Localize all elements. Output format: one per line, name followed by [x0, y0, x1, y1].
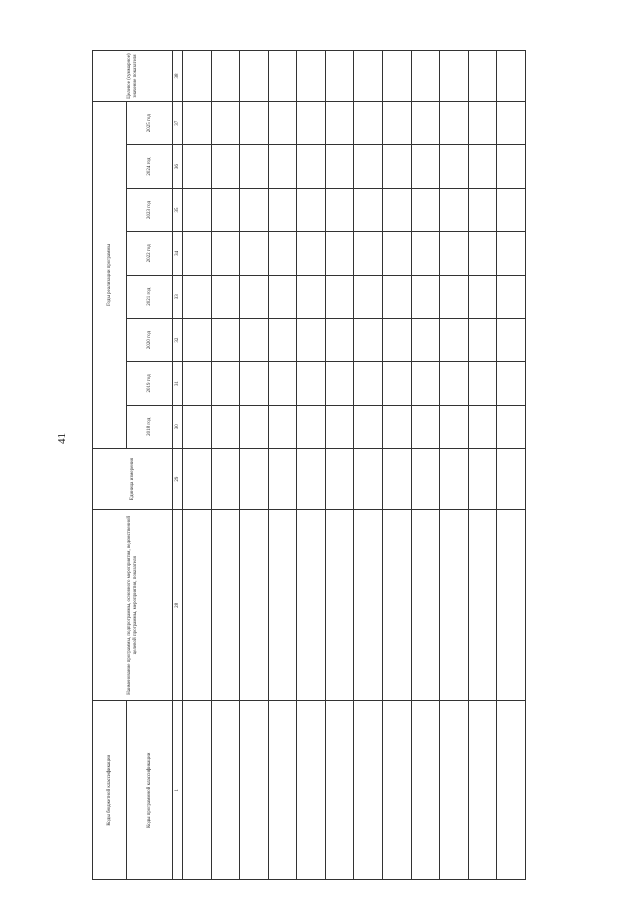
- value-cell: [268, 275, 297, 318]
- code-cell: [497, 701, 526, 880]
- value-cell: [411, 102, 440, 145]
- value-cell: [297, 145, 326, 188]
- value-cell: [240, 275, 269, 318]
- value-cell: [468, 51, 497, 102]
- column-number: 35: [173, 188, 183, 231]
- value-cell: [268, 102, 297, 145]
- final-value-header: Целевое (суммарное) значение показателя: [93, 51, 173, 102]
- value-cell: [440, 232, 469, 275]
- value-cell: [497, 51, 526, 102]
- value-cell: [497, 145, 526, 188]
- unit-cell: [325, 448, 354, 509]
- value-cell: [411, 188, 440, 231]
- code-cell: [183, 701, 212, 880]
- name-cell: [297, 510, 326, 701]
- value-cell: [240, 362, 269, 405]
- value-cell: [211, 275, 240, 318]
- value-cell: [383, 405, 412, 448]
- name-cell: [383, 510, 412, 701]
- years-header: Годы реализации программы: [93, 102, 127, 449]
- value-cell: [297, 102, 326, 145]
- value-cell: [440, 102, 469, 145]
- value-cell: [325, 405, 354, 448]
- value-cell: [440, 362, 469, 405]
- value-cell: [354, 188, 383, 231]
- column-number: 33: [173, 275, 183, 318]
- year-header: 2021 год: [127, 275, 173, 318]
- value-cell: [354, 405, 383, 448]
- unit-cell: [211, 448, 240, 509]
- value-cell: [325, 51, 354, 102]
- value-cell: [411, 145, 440, 188]
- value-cell: [183, 145, 212, 188]
- value-cell: [268, 362, 297, 405]
- value-cell: [411, 275, 440, 318]
- value-cell: [183, 318, 212, 361]
- value-cell: [440, 51, 469, 102]
- value-cell: [325, 188, 354, 231]
- value-cell: [297, 362, 326, 405]
- unit-cell: [240, 448, 269, 509]
- column-number: 36: [173, 145, 183, 188]
- year-header: 2023 год: [127, 188, 173, 231]
- unit-cell: [354, 448, 383, 509]
- value-cell: [183, 362, 212, 405]
- value-cell: [468, 362, 497, 405]
- name-cell: [468, 510, 497, 701]
- unit-cell: [440, 448, 469, 509]
- value-cell: [240, 318, 269, 361]
- value-cell: [468, 232, 497, 275]
- value-cell: [211, 318, 240, 361]
- column-number: 38: [173, 51, 183, 102]
- value-cell: [183, 188, 212, 231]
- code-cell: [240, 701, 269, 880]
- value-cell: [497, 232, 526, 275]
- value-cell: [468, 405, 497, 448]
- value-cell: [383, 51, 412, 102]
- value-cell: [325, 145, 354, 188]
- value-cell: [383, 232, 412, 275]
- value-cell: [211, 362, 240, 405]
- value-cell: [325, 275, 354, 318]
- program-indicators-table: [92, 50, 526, 880]
- value-cell: [354, 232, 383, 275]
- name-cell: [325, 510, 354, 701]
- year-header: 2019 год: [127, 362, 173, 405]
- value-cell: [297, 318, 326, 361]
- value-cell: [354, 318, 383, 361]
- value-cell: [440, 188, 469, 231]
- name-header: Наименование программы, подпрограммы, основного мероприятия, ведомственной целевой программы, мероприятия, показателя: [93, 510, 173, 701]
- value-cell: [240, 188, 269, 231]
- name-cell: [354, 510, 383, 701]
- value-cell: [183, 102, 212, 145]
- value-cell: [240, 405, 269, 448]
- name-cell: [211, 510, 240, 701]
- value-cell: [325, 232, 354, 275]
- value-cell: [440, 318, 469, 361]
- value-cell: [383, 275, 412, 318]
- value-cell: [411, 51, 440, 102]
- value-cell: [211, 188, 240, 231]
- code-cell: [211, 701, 240, 880]
- name-cell: [183, 510, 212, 701]
- value-cell: [211, 232, 240, 275]
- name-cell: [440, 510, 469, 701]
- value-cell: [211, 145, 240, 188]
- unit-header: Единица измерения: [93, 448, 173, 509]
- column-number: 28: [173, 510, 183, 701]
- value-cell: [497, 405, 526, 448]
- value-cell: [354, 102, 383, 145]
- value-cell: [297, 275, 326, 318]
- value-cell: [183, 51, 212, 102]
- code-cell: [297, 701, 326, 880]
- value-cell: [354, 275, 383, 318]
- value-cell: [497, 102, 526, 145]
- value-cell: [383, 318, 412, 361]
- value-cell: [468, 318, 497, 361]
- code-cell: [383, 701, 412, 880]
- code-cell: [325, 701, 354, 880]
- value-cell: [211, 51, 240, 102]
- value-cell: [268, 405, 297, 448]
- value-cell: [383, 145, 412, 188]
- value-cell: [354, 51, 383, 102]
- value-cell: [411, 362, 440, 405]
- value-cell: [268, 145, 297, 188]
- value-cell: [383, 188, 412, 231]
- code-cell: [440, 701, 469, 880]
- value-cell: [297, 405, 326, 448]
- value-cell: [183, 232, 212, 275]
- value-cell: [497, 362, 526, 405]
- value-cell: [383, 102, 412, 145]
- value-cell: [268, 188, 297, 231]
- column-number: 37: [173, 102, 183, 145]
- program-codes-header: Коды программной классификации: [127, 701, 173, 880]
- unit-cell: [468, 448, 497, 509]
- name-cell: [497, 510, 526, 701]
- value-cell: [240, 232, 269, 275]
- value-cell: [411, 318, 440, 361]
- value-cell: [440, 275, 469, 318]
- value-cell: [325, 318, 354, 361]
- value-cell: [468, 102, 497, 145]
- code-cell: [268, 701, 297, 880]
- value-cell: [468, 145, 497, 188]
- value-cell: [497, 188, 526, 231]
- value-cell: [240, 145, 269, 188]
- unit-cell: [268, 448, 297, 509]
- column-number: 29: [173, 448, 183, 509]
- value-cell: [440, 405, 469, 448]
- name-cell: [268, 510, 297, 701]
- value-cell: [411, 232, 440, 275]
- value-cell: [297, 51, 326, 102]
- value-cell: [211, 405, 240, 448]
- year-header: 2022 год: [127, 232, 173, 275]
- value-cell: [468, 188, 497, 231]
- value-cell: [325, 102, 354, 145]
- value-cell: [211, 102, 240, 145]
- value-cell: [440, 145, 469, 188]
- value-cell: [240, 51, 269, 102]
- value-cell: [268, 318, 297, 361]
- value-cell: [354, 145, 383, 188]
- value-cell: [383, 362, 412, 405]
- value-cell: [468, 275, 497, 318]
- value-cell: [497, 318, 526, 361]
- value-cell: [411, 405, 440, 448]
- year-header: 2025 год: [127, 102, 173, 145]
- year-header: 2024 год: [127, 145, 173, 188]
- value-cell: [297, 188, 326, 231]
- unit-cell: [497, 448, 526, 509]
- name-cell: [240, 510, 269, 701]
- value-cell: [240, 102, 269, 145]
- value-cell: [325, 362, 354, 405]
- code-cell: [411, 701, 440, 880]
- value-cell: [354, 362, 383, 405]
- unit-cell: [183, 448, 212, 509]
- column-number: 34: [173, 232, 183, 275]
- value-cell: [297, 232, 326, 275]
- value-cell: [497, 275, 526, 318]
- budget-codes-header: Коды бюджетной классификации: [93, 701, 127, 880]
- name-cell: [411, 510, 440, 701]
- unit-cell: [383, 448, 412, 509]
- unit-cell: [297, 448, 326, 509]
- value-cell: [183, 275, 212, 318]
- value-cell: [268, 51, 297, 102]
- year-header: 2018 год: [127, 405, 173, 448]
- column-number: 30: [173, 405, 183, 448]
- unit-cell: [411, 448, 440, 509]
- value-cell: [183, 405, 212, 448]
- value-cell: [268, 232, 297, 275]
- column-number: 31: [173, 362, 183, 405]
- code-cell: [468, 701, 497, 880]
- code-cell: [354, 701, 383, 880]
- column-number: 32: [173, 318, 183, 361]
- page-number: 41: [56, 433, 68, 444]
- year-header: 2020 год: [127, 318, 173, 361]
- column-number: 1: [173, 701, 183, 880]
